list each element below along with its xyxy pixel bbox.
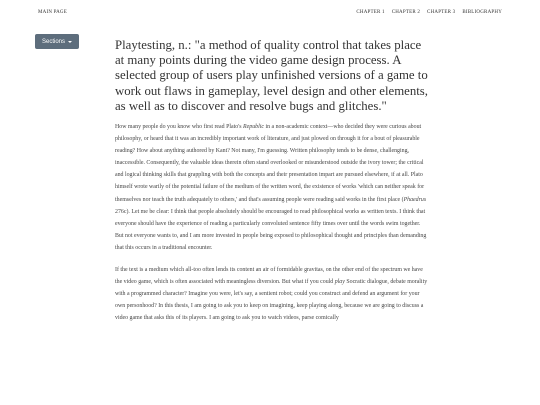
- p1-text-b: in a non-academic context—who decided they were curious about philosophy, or heard that it was an incredibly important work of literature, and just plowed on through it for a bout of pleasurable reading? How about anything authored by Kant? Not many, I'm guessing. Written philosophy tends to be dense, challenging, inaccessible. Consequently, the valuable ideas therein often stand overlooked or misunderstood outside the ivory tower; the critical and logical thinking skills that grappling with both the concepts and their presentation impart are pursued elsewhere, if at all. Plato himself wrote warily of the potential failure of the medium of the written word, the existence of works 'which can neither speak for themselves nor teach the truth adequately to others,' and that's assuming people were reading said works in the first place (: [115, 124, 425, 203]
- chapter-1-link[interactable]: CHAPTER 1: [356, 10, 385, 15]
- p1-text-a: How many people do you know who first read Plato's: [115, 124, 244, 131]
- sections-label: Sections: [41, 38, 65, 45]
- p1-phaedrus-title: Phaedrus: [403, 196, 427, 203]
- page-heading: Playtesting, n.: "a method of quality control that takes place at many points during the video game design process. A selected group of users play unfinished versions of a game to work out flaws in gameplay, level design and other elements, as well as to discover and resolve bugs and glitches.": [115, 38, 428, 113]
- paragraph-2: [115, 264, 428, 324]
- caret-down-icon: [68, 41, 72, 43]
- bibliography-link[interactable]: BIBLIOGRAPHY: [462, 10, 502, 15]
- p2-text-b: Socratic dialogue, debate morality with a programmed character? Imagine you were, let's say, a sentient robot; could you construct and defend an argument for your own personhood? In this thesis, I am going to ask you to keep on imagining, keep playing along, because we are going to discuss a video game that asks this of its players. I am going to ask you to watch videos, parse comically: [115, 279, 428, 322]
- p1-republic-title: Republic: [243, 124, 264, 131]
- main-page-link[interactable]: MAIN PAGE: [38, 10, 67, 15]
- main-content: [115, 38, 428, 335]
- chapter-2-link[interactable]: CHAPTER 2: [391, 10, 421, 15]
- chapter-3-link[interactable]: CHAPTER 3: [427, 10, 456, 15]
- paragraph-1: [115, 121, 428, 254]
- p2-play-emphasis: play: [334, 279, 345, 286]
- chapter-links: [356, 10, 502, 15]
- p1-text-c: 276c). Let me be clear: I think that people absolutely should be encouraged to read philosophical works as written texts. I think that everyone should have the experience of reading a particularly convoluted sentence fifty times over until the words swim together. But not everyone wants to, and I am more invested in people being exposed to philosophical thought and principles than demanding that this occurs in a traditional encounter.: [115, 208, 427, 251]
- sections-dropdown-button[interactable]: [35, 34, 79, 49]
- top-navigation: [0, 0, 540, 26]
- p2-text-a: If the text is a medium which all-too often lends its content an air of formidable gravitas, on the other end of the spectrum we have the video game, which is often associated with meaningless diversion. But what if you could: [115, 267, 423, 286]
